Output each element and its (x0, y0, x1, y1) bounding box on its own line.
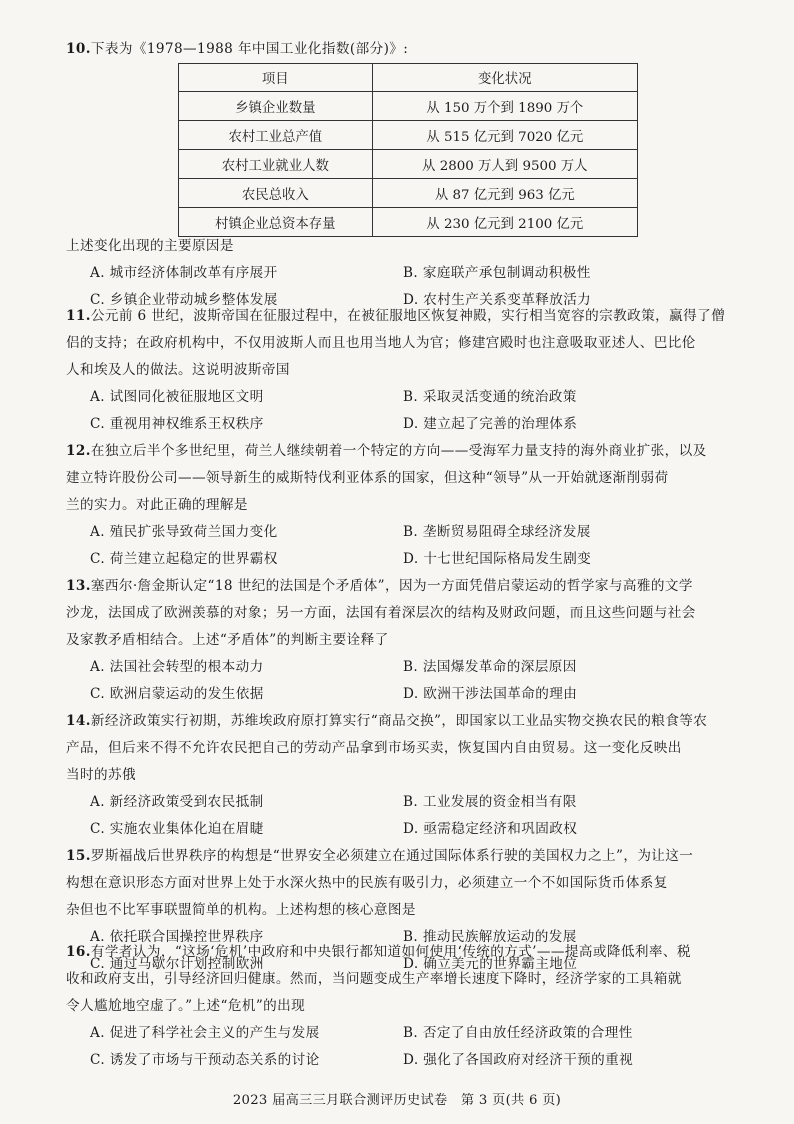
option-b: B. 工业发展的资金相当有限 (403, 794, 577, 810)
table-cell: 从 150 万个到 1890 万个 (372, 92, 637, 121)
stem-line: 沙龙，法国成了欧洲羡慕的对象；另一方面，法国有着深层次的结构及财政问题，而且这些问题与社会 (66, 605, 696, 621)
question-number: 15. (66, 848, 91, 864)
question-14 (66, 708, 746, 843)
option-b: B. 法国爆发革命的深层原因 (403, 659, 577, 675)
stem-line: 侣的支持；在政府机构中，不仅用波斯人而且也用当地人为官；修建宫殿时也注意吸取亚述人、巴比伦 (66, 335, 696, 351)
stem-line: 新经济政策实行初期，苏维埃政府原打算实行“商品交换”，即国家以工业品实物交换农民的粮食等农 (90, 713, 708, 729)
table-cell: 农民总收入 (179, 179, 373, 208)
table-cell: 农村工业总产值 (179, 121, 373, 150)
option-a: A. 殖民扩张导致荷兰国力变化 (90, 524, 278, 540)
question-10 (66, 36, 746, 63)
question-number: 11. (66, 308, 91, 324)
question-number: 12. (66, 443, 91, 459)
stem-line: 有学者认为，“这场‘危机’中政府和中央银行都知道如何使用‘传统的方式’——提高或降低利率、税 (90, 944, 691, 960)
option-a: A. 试图同化被征服地区文明 (90, 389, 264, 405)
stem-line: 当时的苏俄 (66, 767, 136, 783)
option-d: D. 建立起了完善的治理体系 (403, 416, 578, 432)
option-b: B. 否定了自由放任经济政策的合理性 (403, 1025, 633, 1041)
option-b: B. 推动民族解放运动的发展 (403, 929, 577, 945)
table-row (179, 179, 638, 208)
stem-line: 构想在意识形态方面对世界上处于水深火热中的民族有吸引力，必须建立一个不如国际货币体系复 (66, 875, 668, 891)
question-number: 13. (66, 578, 91, 594)
table-cell: 从 230 亿元到 2100 亿元 (372, 208, 637, 237)
table-cell: 从 87 亿元到 963 亿元 (372, 179, 637, 208)
table-cell: 农村工业就业人数 (179, 150, 373, 179)
option-d: D. 强化了各国政府对经济干预的重视 (403, 1052, 634, 1068)
industrialization-table (178, 63, 638, 237)
question-16 (66, 939, 746, 1074)
question-number: 14. (66, 713, 91, 729)
option-b: B. 采取灵活变通的统治政策 (403, 389, 577, 405)
table-cell: 从 515 亿元到 7020 亿元 (372, 121, 637, 150)
option-b: B. 垄断贸易阻碍全球经济发展 (403, 524, 591, 540)
stem-line: 兰的实力。对此正确的理解是 (66, 497, 248, 513)
option-a: A. 新经济政策受到农民抵制 (90, 794, 264, 810)
table-cell: 乡镇企业数量 (179, 92, 373, 121)
table-header: 变化状况 (372, 64, 637, 92)
option-b: B. 家庭联产承包制调动积极性 (403, 265, 591, 281)
option-c: C. 荷兰建立起稳定的世界霸权 (90, 551, 278, 567)
stem-line: 塞西尔·詹金斯认定“18 世纪的法国是个矛盾体”，因为一方面凭借启蒙运动的哲学家与高雅的文学 (90, 578, 693, 594)
option-a: A. 法国社会转型的根本动力 (90, 659, 264, 675)
option-d: D. 亟需稳定经济和巩固政权 (403, 821, 578, 837)
option-d: D. 十七世纪国际格局发生剧变 (403, 551, 592, 567)
stem-line: 建立特许股份公司——领导新生的威斯特伐利亚体系的国家，但这种“领导”从一开始就逐渐削弱荷 (66, 470, 669, 486)
question-13 (66, 573, 746, 708)
table-row (179, 92, 638, 121)
question-11 (66, 303, 746, 438)
stem-line: 公元前 6 世纪，波斯帝国在征服过程中，在被征服地区恢复神殿，实行相当宽容的宗教政策，赢得了僧 (90, 308, 726, 324)
table-header-row (179, 64, 638, 92)
option-a: A. 城市经济体制改革有序展开 (90, 265, 278, 281)
table-row (179, 121, 638, 150)
stem-line: 杂但也不比军事联盟简单的机构。上述构想的核心意图是 (66, 902, 416, 918)
option-d: D. 农村生产关系变革释放活力 (403, 292, 592, 308)
question-number: 10. (66, 41, 91, 57)
option-c: C. 实施农业集体化迫在眉睫 (90, 821, 264, 837)
stem-line: 人和埃及人的做法。这说明波斯帝国 (66, 362, 290, 378)
question-12 (66, 438, 746, 573)
page-footer: 2023 届高三三月联合测评历史试卷 第 3 页(共 6 页) (232, 1093, 562, 1108)
table-header: 项目 (179, 64, 373, 92)
option-c: C. 诱发了市场与干预动态关系的讨论 (90, 1052, 320, 1068)
stem-line: 收和政府支出，引导经济回归健康。然而，当问题变成生产率增长速度下降时，经济学家的工具箱就 (66, 971, 682, 987)
option-c: C. 重视用神权维系王权秩序 (90, 416, 264, 432)
option-c: C. 欧洲启蒙运动的发生依据 (90, 686, 264, 702)
option-a: A. 依托联合国操控世界秩序 (90, 929, 264, 945)
question-10-options (66, 233, 746, 314)
option-d: D. 欧洲干涉法国革命的理由 (403, 686, 578, 702)
question-stem: 下表为《1978—1988 年中国工业化指数(部分)》: (90, 41, 409, 57)
table-row (179, 150, 638, 179)
table-cell: 从 2800 万人到 9500 万人 (372, 150, 637, 179)
option-a: A. 促进了科学社会主义的产生与发展 (90, 1025, 320, 1041)
stem-line: 产品，但后来不得不允许农民把自己的劳动产品拿到市场买卖，恢复国内自由贸易。这一变化反映出 (66, 740, 682, 756)
question-number: 16. (66, 944, 91, 960)
option-c: C. 通过马歇尔计划控制欧洲 (90, 956, 264, 972)
stem-line: 罗斯福战后世界秩序的构想是“世界安全必须建立在通过国际体系行驶的美国权力之上”，为让这一 (90, 848, 694, 864)
table-cell: 村镇企业总资本存量 (179, 208, 373, 237)
stem-line: 令人尴尬地空虚了。”上述“危机”的出现 (66, 998, 306, 1014)
stem-line: 在独立后半个多世纪里，荷兰人继续朝着一个特定的方向——受海军力量支持的海外商业扩张，以及 (90, 443, 707, 459)
question-prompt: 上述变化出现的主要原因是 (66, 238, 234, 254)
stem-line: 及家教矛盾相结合。上述“矛盾体”的判断主要诠释了 (66, 632, 389, 648)
option-d: D. 确立美元的世界霸主地位 (403, 956, 578, 972)
option-c: C. 乡镇企业带动城乡整体发展 (90, 292, 278, 308)
